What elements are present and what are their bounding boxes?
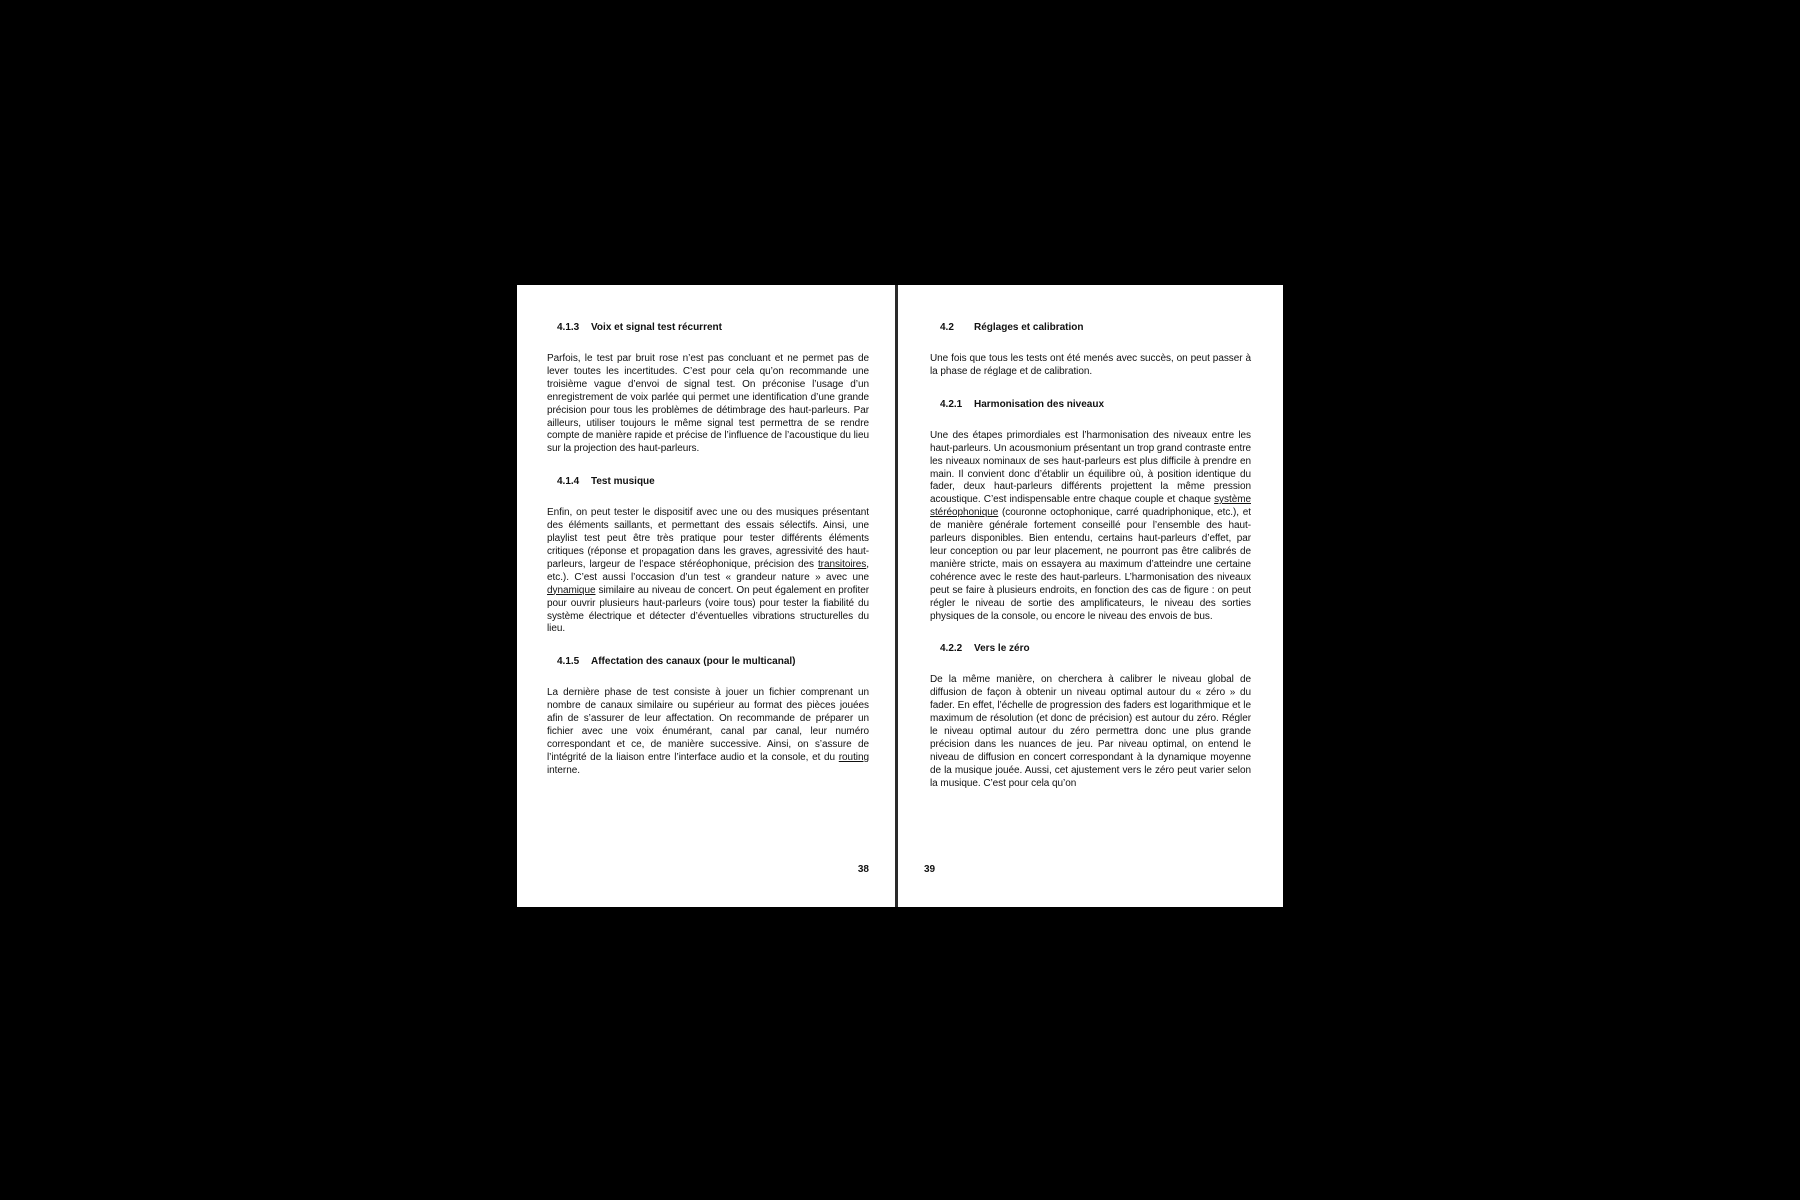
paragraph-text: , etc.). C’est aussi l’occasion d’un test « grandeur nature » avec une: [547, 558, 869, 583]
section-title: Vers le zéro: [974, 643, 1030, 655]
section-number: 4.1.4: [557, 476, 580, 488]
glossary-link-dynamique[interactable]: dynamique: [547, 584, 596, 596]
paragraph: [547, 507, 869, 636]
section-title: Voix et signal test récurrent: [591, 322, 722, 333]
glossary-link-routing[interactable]: routing: [838, 751, 869, 763]
paragraph-text: Une des étapes primordiales est l’harmonisation des niveaux entre les haut-parleurs. Un acousmonium présentant un trop grand contraste entre les niveaux nominaux de ses haut-parleurs est plus difficile à prendre en main. Il convient donc d’établir un équilibre où, à position identique du fader, deux haut-parleurs différents projettent la même pression acoustique. C’est indispensable entre chaque couple et chaque: [930, 429, 1251, 506]
paragraph: [930, 430, 1251, 624]
left-page: [517, 285, 895, 907]
section-heading-4-2-1: [930, 398, 1251, 411]
open-book: [517, 285, 1283, 907]
section-heading-4-1-5: [547, 655, 869, 668]
section-title: Harmonisation des niveaux: [974, 398, 1105, 410]
paragraph: Parfois, le test par bruit rose n’est pas concluant et ne permet pas de lever toutes les incertitudes. C’est pour cela qu’on recommande une troisième vague d’envoi de signal test. On préconise l’usage d’un enregistrement de voix parlée qui permet une identification d’une grande précision pour tous les problèmes de détimbrage des haut-parleurs. Par ailleurs, utiliser toujours le même signal test permettra de se rendre compte de manière rapide et précise de l’influence de l’acoustique du lieu sur la projection des haut-parleurs.: [547, 353, 869, 455]
right-page: [898, 285, 1283, 907]
page-number: 39: [924, 864, 936, 875]
glossary-link-transitoires[interactable]: transitoires: [817, 558, 867, 570]
section-heading-4-2: [930, 321, 1251, 334]
section-title: Affectation des canaux (pour le multicanal): [591, 656, 796, 668]
section-number: 4.1.3: [557, 322, 580, 333]
paragraph-text: (couronne octophonique, carré quadriphonique, etc.), et de manière générale fortement conseillé pour l’ensemble des haut-parleurs disponibles. Bien entendu, certains haut-parleurs d’effet, par leur conception ou par leur placement, ne pourront pas être calibrés de manière stricte, mais on essayera au maximum d’atteindre une certaine cohérence avec le reste des haut-parleurs. L’harmonisation des niveaux peut se faire à plusieurs endroits, en fonction des cas de figure : on peut régler le niveau de sortie des amplificateurs, le niveau des sorties physiques de la console, ou encore le niveau des envois de bus.: [930, 507, 1251, 622]
paragraph: Une fois que tous les tests ont été menés avec succès, on peut passer à la phase de réglage et de calibration.: [930, 353, 1251, 377]
section-number: 4.2: [940, 322, 954, 333]
paragraph: [547, 687, 869, 777]
paragraph-text: Enfin, on peut tester le dispositif avec une ou des musiques présentant des éléments saillants, et permettant des essais sélectifs. Ainsi, une playlist test peut être très pratique pour tester différents éléments critiques (réponse et propagation dans les graves, agressivité des haut-parleurs, largeur de l’espace stéréophonique, précision des: [547, 507, 869, 570]
section-number: 4.2.1: [940, 398, 963, 410]
section-title: Test musique: [591, 476, 655, 488]
paragraph-text: similaire au niveau de concert. On peut également en profiter pour ouvrir plusieurs haut-parleurs (voire tous) pour tester la fiabilité du système électrique et détecter d’éventuelles vibrations structurelles du lieu.: [547, 584, 869, 635]
paragraph-text: La dernière phase de test consiste à jouer un fichier comprenant un nombre de canaux similaire ou supérieur au format des pièces jouées afin de s’assurer de leur affectation. On recommande de préparer un fichier avec une voix énumérant, canal par canal, leur numéro correspondant et ce, de manière successive. Ainsi, on s’assure de l’intégrité de la liaison entre l’interface audio et la console, et du: [547, 687, 869, 763]
section-title: Réglages et calibration: [974, 322, 1084, 333]
section-heading-4-1-3: [547, 321, 869, 334]
glossary-link-systeme-stereophonique[interactable]: système stéréophonique: [930, 494, 1251, 519]
page-number: 38: [857, 864, 869, 875]
paragraph-text: interne.: [547, 764, 580, 776]
paragraph: De la même manière, on cherchera à calibrer le niveau global de diffusion de façon à obtenir un niveau optimal autour du « zéro » du fader. En effet, l’échelle de progression des faders est logarithmique et le maximum de résolution (et donc de précision) est autour du zéro. Régler le niveau optimal autour du zéro permettra donc une plus grande précision dans les nuances de jeu. Par niveau optimal, on entend le niveau de diffusion en concert correspondant à la dynamique moyenne de la musique jouée. Aussi, cet ajustement vers le zéro peut varier selon la musique. C’est pour cela qu’on: [930, 674, 1251, 789]
section-number: 4.1.5: [557, 656, 580, 668]
section-number: 4.2.2: [940, 643, 963, 655]
section-heading-4-1-4: [547, 475, 869, 488]
section-heading-4-2-2: [930, 642, 1251, 655]
